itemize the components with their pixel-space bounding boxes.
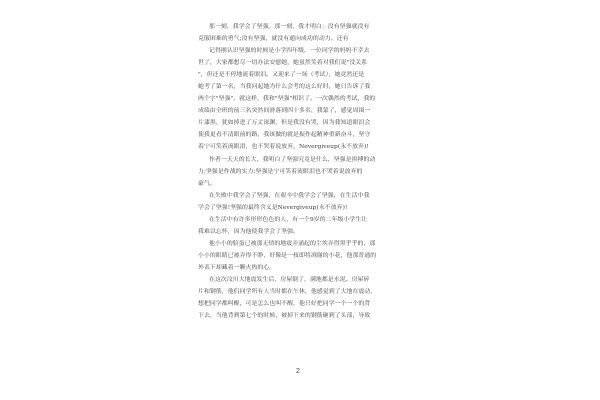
text-line: 他小小的脸蛋已被那无情的地震弄涌起的尘埃弄得黑乎乎的，那	[209, 240, 376, 247]
text-line: 在这次汶川大地震发生后，房屋倒了，满地都是水泥、房屋碎	[209, 276, 370, 283]
text-line: 片和钢筋，他们同学所有人当时都在午休，他感觉到了大地在震动，	[198, 289, 377, 296]
text-line: 她考了第一名，当我问起她为什么会考的这么好时，她只告诉了我	[198, 84, 371, 91]
text-line: 着宁可笑着流眼泪，也不哭着说放弃，Nevergiveup(永不放弃)!	[198, 144, 369, 151]
text-line: 克服困难的勇气;没有坚强，就没有通向成功的动力。还有	[198, 36, 349, 43]
text-line: 作者一天天的长大，我明白了坚强究竟是什么，坚强是拼搏的动	[209, 156, 376, 163]
text-line: 记得刚认识坚强的时候是小学四年级，一位同学的妈妈不幸去	[209, 48, 370, 55]
text-line: 在生活中有许多形形色色的人，有一个9岁的二年级小学生让	[209, 216, 368, 223]
text-line: 外表下却藏着一颗火热的心。	[198, 264, 276, 271]
text-line: 两个字"坚强"。就这样，我和"坚强"相识了。一次偶然的考试，我的	[198, 96, 376, 103]
page-number: 2	[296, 368, 300, 375]
text-line: 世了，大家都想尽一切办法安慰她，她虽然笑着对我们说"没关系	[198, 60, 368, 67]
text-line: 学会了坚强!坚强的最终含义是Nevergiveup(永不放弃)!	[198, 204, 348, 211]
text-line: 在失败中我学会了坚强，在艰辛中我学会了坚强，在生活中我	[209, 192, 370, 199]
body-text	[198, 21, 404, 322]
text-line: 小小的眼睛已被弄得不睁，好像是一枝即将凋谢的小花，他那普通的	[198, 252, 377, 259]
text-line: "，但还是不停地流着眼泪。又迎来了一场（考试），她竟然还是	[198, 72, 365, 79]
text-line: 那一刻，我学会了坚强。那一刻，我才明白：没有坚强就没有	[209, 24, 370, 30]
text-line: 力;坚强是作战的实力;坚强是宁可笑着流眼泪也不哭着说放弃的	[198, 168, 363, 175]
text-line: 片漆黑，犹如掉进了万丈深渊，但是我没有哭，因为我知道眼泪会	[198, 120, 371, 127]
text-line: 豪气。	[198, 180, 216, 187]
text-line: 想把同学都叫醒，可是怎么也叫不醒，他只好把同学一个一个的背	[198, 301, 371, 308]
text-line: 下去，当他背到第七个的时候，被掉下来的钢筋砸到了头部，导致	[198, 313, 371, 320]
text-line: 成绩由全班的前三名突然间滑落到四十多名，我蒙了，感觉周围一	[198, 108, 371, 115]
text-line: 使我更看不清眼前的路，我该做的就是振作起精神重新奋斗，坚守	[198, 132, 371, 139]
text-line: 我难以忘怀，因为他使我学会了坚强。	[198, 228, 299, 235]
